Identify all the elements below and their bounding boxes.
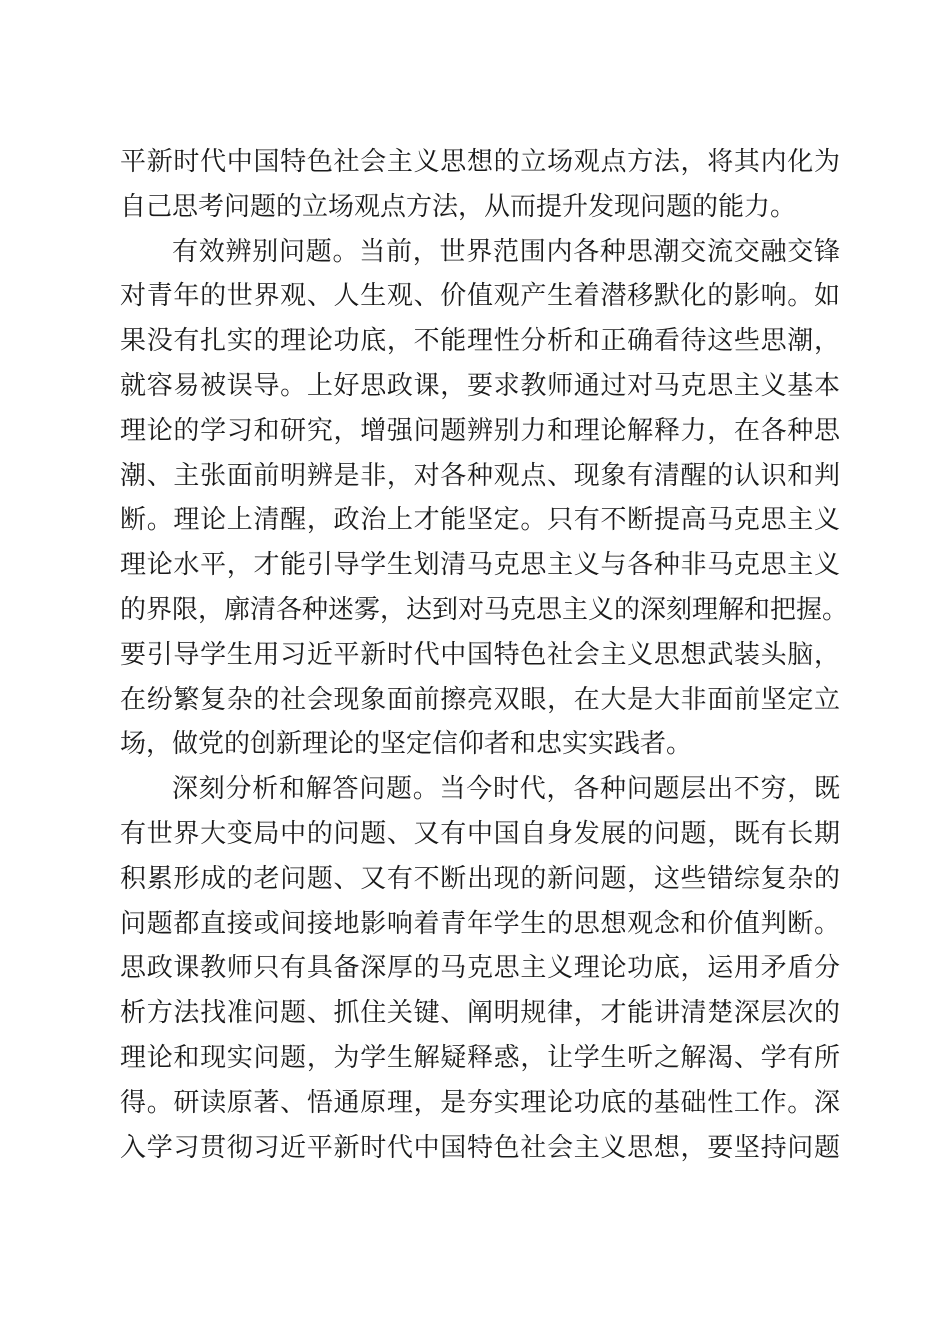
- paragraph-3: [120, 767, 840, 1170]
- text-line: 在纷繁复杂的社会现象面前擦亮双眼，在大是大非面前坚定立: [120, 684, 840, 715]
- text-line: 就容易被误导。上好思政课，要求教师通过对马克思主义基本: [120, 370, 840, 401]
- text-line: 得。研读原著、悟通原理，是夯实理论功底的基础性工作。深: [120, 1087, 840, 1118]
- text-line: 理论的学习和研究，增强问题辨别力和理论解释力，在各种思: [120, 415, 840, 446]
- text-line: 问题都直接或间接地影响着青年学生的思想观念和价值判断。: [120, 908, 840, 939]
- text-line: 理论和现实问题，为学生解疑释惑，让学生听之解渴、学有所: [120, 1042, 840, 1073]
- text-line: 思政课教师只有具备深厚的马克思主义理论功底，运用矛盾分: [120, 953, 840, 984]
- text-line: 有世界大变局中的问题、又有中国自身发展的问题，既有长期: [120, 818, 840, 849]
- text-line: 潮、主张面前明辨是非，对各种观点、现象有清醒的认识和判: [120, 460, 840, 491]
- text-line: 要引导学生用习近平新时代中国特色社会主义思想武装头脑，: [120, 639, 840, 670]
- text-line: 深刻分析和解答问题。当今时代，各种问题层出不穷，既: [172, 774, 840, 805]
- text-line: 果没有扎实的理论功底，不能理性分析和正确看待这些思潮，: [120, 326, 840, 357]
- text-line: 析方法找准问题、抓住关键、阐明规律，才能讲清楚深层次的: [120, 998, 840, 1029]
- body-text: [120, 140, 849, 1170]
- text-line: 自己思考问题的立场观点方法，从而提升发现问题的能力。: [120, 191, 797, 222]
- paragraph-2: [120, 230, 849, 768]
- text-line: 入学习贯彻习近平新时代中国特色社会主义思想，要坚持问题: [120, 1132, 840, 1163]
- text-line: 理论水平，才能引导学生划清马克思主义与各种非马克思主义: [120, 550, 840, 581]
- text-line: 有效辨别问题。当前，世界范围内各种思潮交流交融交锋: [172, 236, 840, 267]
- text-line: 场，做党的创新理论的坚定信仰者和忠实实践者。: [120, 729, 693, 760]
- text-line: 积累形成的老问题、又有不断出现的新问题，这些错综复杂的: [120, 863, 840, 894]
- text-line: 的界限，廓清各种迷雾，达到对马克思主义的深刻理解和把握。: [120, 594, 849, 625]
- text-line: 对青年的世界观、人生观、价值观产生着潜移默化的影响。如: [120, 281, 840, 312]
- paragraph-1: [120, 140, 840, 230]
- text-line: 断。理论上清醒，政治上才能坚定。只有不断提高马克思主义: [120, 505, 840, 536]
- text-line: 平新时代中国特色社会主义思想的立场观点方法，将其内化为: [120, 147, 840, 177]
